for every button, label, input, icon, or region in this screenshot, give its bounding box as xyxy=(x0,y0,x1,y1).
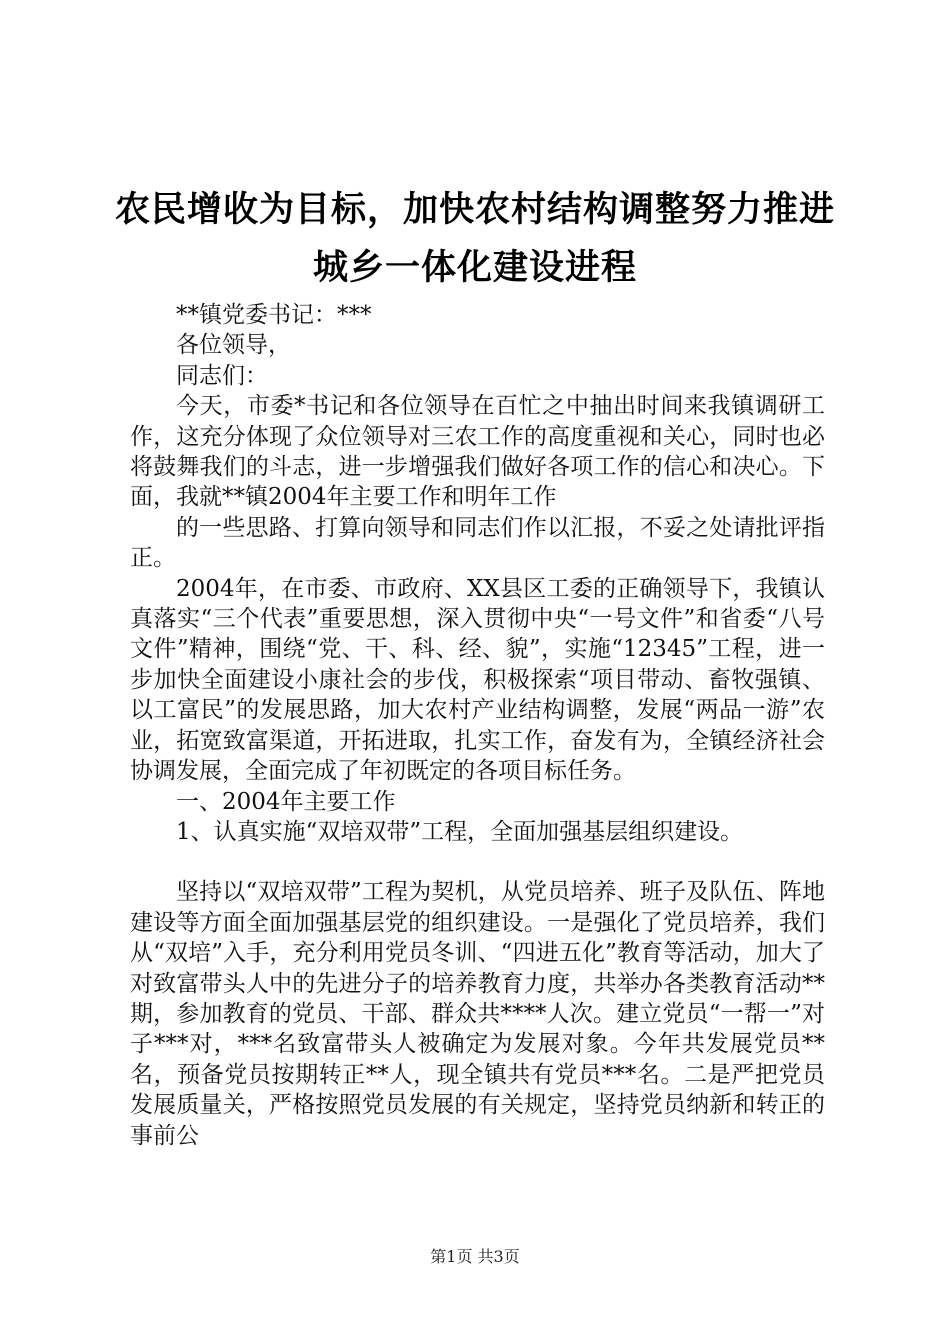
subsection-heading-1: 1、认真实施“双培双带”工程，全面加强基层组织建设。 xyxy=(176,818,744,845)
page-number-footer: 第1页 共3页 xyxy=(430,1247,520,1266)
paragraph-summary-2004: 2004年，在市委、市政府、XX县区工委的正确领导下，我镇认真落实“三个代表”重要思想，深入贯彻中央“一号文件”和省委“八号文件”精神，围绕“党、干、科、经、貌”，实施“12345”工程，进一步加快全面建设小康社会的步伐，积极探索“项目带动、畜牧强镇、以工富民”的发展思路，加大农村产业结构调整，发展“两品一游”农业，拓宽致富渠道，开拓进取，扎实工作，奋发有为，全镇经济社会协调发展，全面完成了年初既定的各项目标任务。 xyxy=(130,575,825,785)
paragraph-intro: 今天，市委*书记和各位领导在百忙之中抽出时间来我镇调研工作，这充分体现了众位领导对三农工作的高度重视和关心，同时也必将鼓舞我们的斗志，进一步增强我们做好各项工作的信心和决心。下面，我就**镇2004年主要工作和明年工作 xyxy=(130,393,825,511)
paragraph-party-building: 坚持以“双培双带”工程为契机，从党员培养、班子及队伍、阵地建设等方面全面加强基层党的组织建设。一是强化了党员培养，我们从“双培”入手，充分利用党员冬训、“四进五化”教育等活动，加大了对致富带头人中的先进分子的培养教育力度，共举办各类教育活动**期，参加教育的党员、干部、群众共****人次。建立党员“一帮一”对子***对，***名致富带头人被确定为发展对象。今年共发展党员**名，预备党员按期转正**人，现全镇共有党员***名。二是严把党员发展质量关，严格按照党员发展的有关规定，坚持党员纳新和转正的事前公 xyxy=(130,879,825,1149)
speaker-line: **镇党委书记：*** xyxy=(176,302,372,328)
document-body xyxy=(130,300,825,1151)
paragraph-spacer xyxy=(130,847,825,877)
document-title-line-1: 农民增收为目标，加快农村结构调整努力推进 xyxy=(114,190,835,230)
document-title-line-2: 城乡一体化建设进程 xyxy=(312,248,637,288)
section-heading-main-work: 一、2004年主要工作 xyxy=(176,788,396,815)
greeting-comrades: 同志们： xyxy=(176,362,268,389)
paragraph-intro-continued: 的一些思路、打算向领导和同志们作以汇报，不妥之处请批评指正。 xyxy=(130,514,825,572)
greeting-leaders: 各位领导， xyxy=(176,332,291,359)
